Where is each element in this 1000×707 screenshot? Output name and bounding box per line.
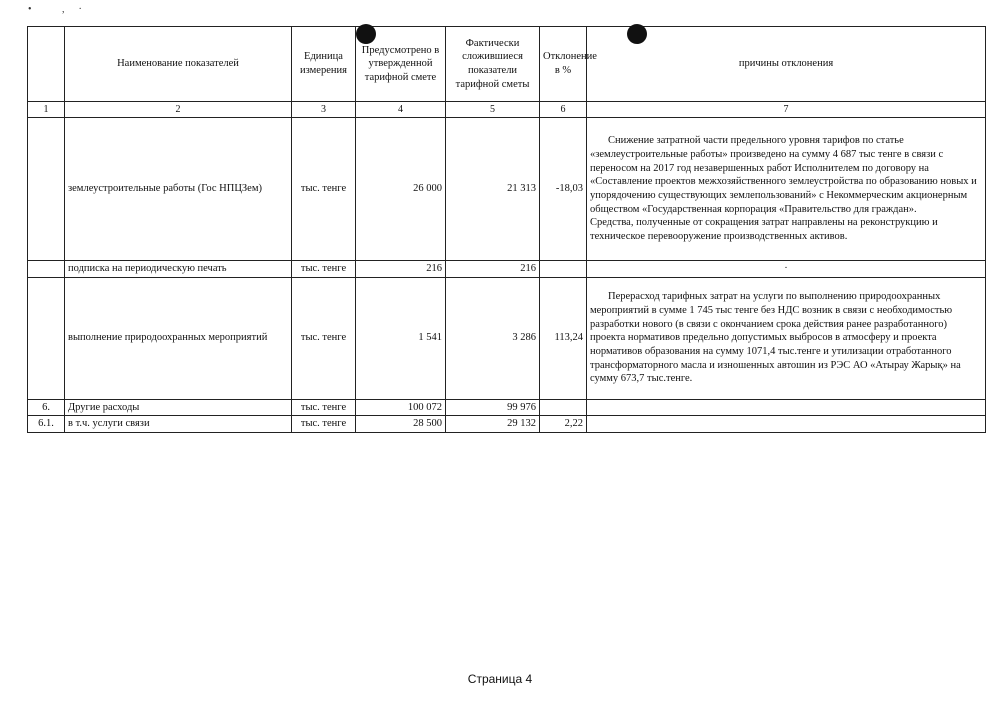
row-name: в т.ч. услуги связи: [65, 416, 292, 433]
row-planned: 216: [356, 261, 446, 278]
row-reason: ·: [587, 261, 986, 278]
header-col-name: Наименование показателей: [65, 27, 292, 102]
row-deviation: [540, 261, 587, 278]
row-planned: 26 000: [356, 118, 446, 261]
column-numbers-row: [28, 102, 986, 118]
column-number: 5: [446, 102, 540, 118]
ink-blot: [356, 24, 376, 44]
column-number: 6: [540, 102, 587, 118]
header-row: [28, 27, 986, 102]
row-actual: 216: [446, 261, 540, 278]
column-number: 1: [28, 102, 65, 118]
row-actual: 29 132: [446, 416, 540, 433]
row-number: 6.: [28, 399, 65, 416]
row-actual: 99 976: [446, 399, 540, 416]
header-col-reason: причины отклонения: [587, 27, 986, 102]
table-row: [28, 416, 986, 433]
row-reason: [587, 416, 986, 433]
header-col-deviation: Отклонение в %: [540, 27, 587, 102]
header-col-planned: Предусмотрено в утвержденной тарифной смете: [356, 27, 446, 102]
reason-paragraph: Средства, полученные от сокращения затрат направлены на реконструкцию и техническое перевооружение производственных активов.: [590, 217, 938, 242]
row-reason: [587, 118, 986, 261]
row-name: Другие расходы: [65, 399, 292, 416]
reason-paragraph: Перерасход тарифных затрат на услуги по выполнению природоохранных мероприятий в сумме 1 745 тыс тенге без НДС возник в связи с необходимостью разработки нового (в связи с окончанием срока действия ранее разработанного) проекта нормативов предельно допустимых выбросов в атмосферу и проекта нормативов образования на сумму 1071,4 тыс.тенге и утилизации отработанного трансформаторного масла и изношенных автошин из РЭС АО «Атырау Жарық» на сумму 673,7 тыс.тенге.: [590, 291, 961, 385]
header-col-actual: Фактически сложившиеся показатели тарифной сметы: [446, 27, 540, 102]
table-row: [28, 277, 986, 399]
row-unit: тыс. тенге: [292, 399, 356, 416]
ink-blot: [627, 24, 647, 44]
table-row: [28, 118, 986, 261]
row-deviation: [540, 399, 587, 416]
row-planned: 28 500: [356, 416, 446, 433]
scan-specks: • ,·: [28, 4, 96, 15]
page-footer: Страница 4: [467, 672, 533, 686]
column-number: 7: [587, 102, 986, 118]
row-planned: 1 541: [356, 277, 446, 399]
table-row: [28, 399, 986, 416]
row-deviation: 113,24: [540, 277, 587, 399]
row-planned: 100 072: [356, 399, 446, 416]
row-unit: тыс. тенге: [292, 261, 356, 278]
row-name: землеустроительные работы (Гос НПЦЗем): [65, 118, 292, 261]
row-name: подписка на периодическую печать: [65, 261, 292, 278]
row-unit: тыс. тенге: [292, 416, 356, 433]
row-number: [28, 277, 65, 399]
column-number: 4: [356, 102, 446, 118]
row-actual: 21 313: [446, 118, 540, 261]
row-number: [28, 118, 65, 261]
column-number: 3: [292, 102, 356, 118]
header-col-1: [28, 27, 65, 102]
row-deviation: 2,22: [540, 416, 587, 433]
column-number: 2: [65, 102, 292, 118]
row-actual: 3 286: [446, 277, 540, 399]
report-table: [27, 26, 986, 433]
row-name: выполнение природоохранных мероприятий: [65, 277, 292, 399]
header-col-unit: Единица измерения: [292, 27, 356, 102]
row-unit: тыс. тенге: [292, 118, 356, 261]
row-reason: [587, 277, 986, 399]
row-reason: [587, 399, 986, 416]
row-deviation: -18,03: [540, 118, 587, 261]
reason-paragraph: Снижение затратной части предельного уровня тарифов по статье «землеустроительные работы» произведено на сумму 4 687 тыс тенге в связи с переносом на 2017 год незавершенных работ Исполнителем по договору на «Составление проектов межхозяйственного землеустройства по образованию новых и упорядочению существующих землепользований» с Некоммерческим акционерным обществом «Государственная корпорация «Правительство для граждан».: [590, 135, 977, 215]
row-unit: тыс. тенге: [292, 277, 356, 399]
row-number: [28, 261, 65, 278]
table-row: [28, 261, 986, 278]
row-number: 6.1.: [28, 416, 65, 433]
